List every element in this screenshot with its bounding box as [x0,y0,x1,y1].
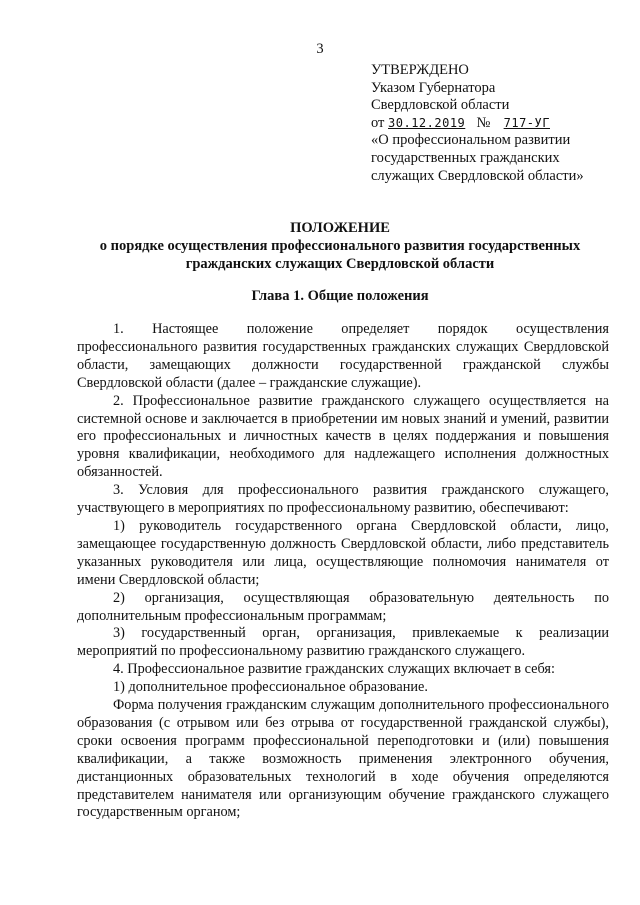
approval-region: Свердловской области [371,97,510,114]
paragraph-1: 1. Настоящее положение определяет порядок осуществления профессионального развития государственных гражданских служащих Свердловской области, замещающих должности государственной гражданской службы Свердловской области (далее – гражданские служащие). [77,321,609,391]
approval-heading: УТВЕРЖДЕНО [371,62,469,78]
paragraph-4: 4. Профессиональное развитие гражданских служащих включает в себя: [113,661,555,678]
document-body [77,321,609,822]
approval-number-sign: № [476,114,491,131]
approval-decree-title-1: «О профессиональном развитии [371,132,571,149]
document-title: ПОЛОЖЕНИЕ [290,220,390,236]
approval-decree-title-3: служащих Свердловской области» [371,167,584,184]
approval-date: 30.12.2019 [388,115,466,130]
chapter-heading: Глава 1. Общие положения [251,288,429,304]
approval-date-prefix: от [371,114,385,131]
page-number: 3 [316,41,324,57]
approval-issuer: Указом Губернатора [371,79,496,96]
approval-number: 717-УГ [503,115,550,130]
paragraph-3-item-3: 3) государственный орган, организация, привлекаемые к реализации мероприятий по профессиональному развитию гражданского служащего. [77,625,609,660]
paragraph-3-item-1: 1) руководитель государственного органа Свердловской области, лицо, замещающее государственную должность Свердловской области, либо представитель указанных руководителя или лица, осуществляющие полномочия нанимателя от имени Свердловской области; [77,517,609,588]
document-title-block [60,219,620,273]
paragraph-3: 3. Условия для профессионального развития гражданского служащего, участвующего в мероприятиях по профессиональному развитию, обеспечивают: [77,482,609,517]
paragraph-4-item-1: 1) дополнительное профессиональное образование. [113,679,428,696]
approval-date-line [371,115,621,133]
document-subtitle: о порядке осуществления профессионального развития государственных гражданских служащих Свердловской области [99,238,581,272]
paragraph-3-item-2: 2) организация, осуществляющая образовательную деятельность по дополнительным профессиональным программам; [77,589,609,624]
paragraph-4-item-1-detail: Форма получения гражданским служащим дополнительного профессионального образования (с отрывом или без отрыва от государственной гражданской службы), сроки освоения программ профессиональной переподготовки и (или) повышения квалификации, а также возможность применения электронного обучения, дистанционных образовательных технологий в ходе обучения определяются представителем нанимателя или организующим обучение гражданского служащего государственным органом; [77,697,609,821]
approval-stamp [371,62,621,185]
paragraph-2: 2. Профессиональное развитие гражданского служащего осуществляется на системной основе и заключается в приобретении им новых знаний и умений, развитии его профессиональных и личностных качеств в целях поддержания и повышения уровня квалификации, необходимого для надлежащего исполнения должностных обязанностей. [77,392,609,481]
approval-decree-title-2: государственных гражданских [371,149,560,166]
